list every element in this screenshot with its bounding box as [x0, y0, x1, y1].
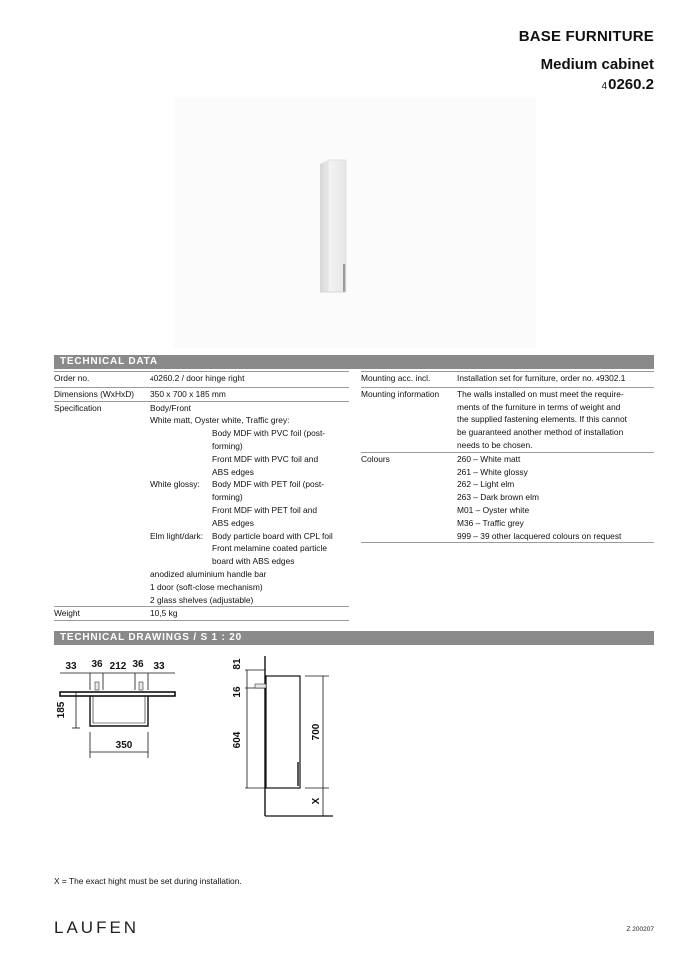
- product-code-prefix: 4: [601, 81, 608, 92]
- brand-logo: LAUFEN: [54, 918, 140, 937]
- colours-row: [361, 453, 654, 544]
- technical-data-right: [361, 371, 654, 543]
- mounting-info-line: needs to be chosen.: [457, 439, 533, 450]
- document-code: Z 200207: [626, 926, 654, 933]
- spec-group3-line: board with ABS edges: [212, 556, 295, 567]
- mounting-info-value: [457, 388, 654, 452]
- colours-label: Colours: [361, 453, 390, 464]
- footnote: X = The exact hight must be set during installation.: [54, 876, 242, 886]
- spec-group2: [150, 478, 349, 529]
- spec-group3-line: Body particle board with CPL foil: [212, 530, 333, 541]
- specification-label: Specification: [54, 402, 102, 413]
- side-view-drawing: [225, 648, 335, 820]
- top-view-drawing: [40, 648, 180, 764]
- order-prefix: 4: [150, 376, 154, 383]
- mounting-row: [361, 371, 654, 388]
- dim-label-33-right: 33: [153, 661, 165, 672]
- spec-group1-line: Front MDF with PVC foil and: [212, 453, 319, 464]
- weight-label: Weight: [54, 608, 80, 619]
- mounting-number: 9302.1: [599, 373, 626, 383]
- spec-group3-label: Elm light/dark:: [150, 530, 204, 541]
- specification-value: [150, 402, 349, 607]
- mounting-value-text: Installation set for furniture, order no.: [457, 373, 597, 383]
- colour-item: 262 – Light elm: [457, 479, 515, 490]
- dim-label-212: 212: [109, 661, 127, 672]
- colours-value: [457, 453, 654, 543]
- technical-data-left: [54, 371, 349, 621]
- specification-row: [54, 402, 349, 608]
- dim-label-x: X: [311, 797, 322, 805]
- dim-label-36-left: 36: [91, 659, 103, 670]
- cabinet-photo-illustration: [174, 98, 536, 348]
- mounting-info-label: Mounting information: [361, 388, 440, 399]
- spec-tail-line: 2 glass shelves (adjustable): [150, 594, 254, 605]
- dimensions-value: 350 x 700 x 185 mm: [150, 388, 226, 399]
- order-number: 0260.2 / door hinge right: [153, 373, 245, 383]
- dim-label-81: 81: [232, 658, 243, 670]
- dim-label-16: 16: [232, 686, 243, 698]
- spec-group2-line: Body MDF with PET foil (post-: [212, 479, 325, 490]
- product-code-number: 0260.2: [608, 76, 654, 93]
- order-value: [150, 372, 349, 387]
- order-row: [54, 371, 349, 388]
- colour-item: M01 – Oyster white: [457, 504, 530, 515]
- dimensions-row: [54, 388, 349, 402]
- spec-group2-line: ABS edges: [212, 517, 254, 528]
- dimensions-label: Dimensions (WxHxD): [54, 388, 135, 399]
- product-code: [602, 76, 654, 93]
- technical-data-header: TECHNICAL DATA: [54, 355, 654, 369]
- mounting-info-line: be guaranteed another method of installation: [457, 427, 624, 438]
- spec-group1-line: ABS edges: [212, 466, 254, 477]
- mounting-info-line: the supplied fastening elements. If this cannot: [457, 414, 627, 425]
- colour-item: M36 – Traffic grey: [457, 517, 524, 528]
- dim-label-604: 604: [232, 731, 243, 749]
- technical-drawings-header: TECHNICAL DRAWINGS / S 1 : 20: [54, 631, 654, 645]
- weight-row: [54, 607, 349, 621]
- spec-tail-line: anodized aluminium handle bar: [150, 568, 267, 579]
- colour-item: 260 – White matt: [457, 453, 521, 464]
- spec-group2-line: Front MDF with PET foil and: [212, 504, 318, 515]
- mounting-label: Mounting acc. incl.: [361, 373, 431, 383]
- mounting-info-row: [361, 388, 654, 453]
- spec-group1-line: Body MDF with PVC foil (post-: [212, 428, 326, 439]
- mounting-info-line: ments of the furniture in terms of weight and: [457, 401, 621, 412]
- colour-item: 261 – White glossy: [457, 466, 528, 477]
- dim-label-700: 700: [311, 723, 322, 741]
- mounting-prefix: 4: [596, 376, 600, 383]
- document-category: BASE FURNITURE: [518, 28, 654, 45]
- spec-group3-line: Front melamine coated particle: [212, 543, 327, 554]
- dim-label-33-left: 33: [65, 661, 77, 672]
- spec-group1-line: forming): [212, 440, 243, 451]
- spec-group2-line: forming): [212, 492, 243, 503]
- dim-label-36-right: 36: [132, 659, 144, 670]
- product-title: Medium cabinet: [540, 56, 654, 73]
- spec-group2-label: White glossy:: [150, 479, 200, 490]
- colour-item: 263 – Dark brown elm: [457, 492, 539, 503]
- spec-tail-line: 1 door (soft-close mechanism): [150, 581, 263, 592]
- dim-label-185: 185: [56, 701, 67, 719]
- spec-line: Body/Front: [150, 402, 191, 413]
- spec-group3: [150, 530, 349, 568]
- spec-line: White matt, Oyster white, Traffic grey:: [150, 415, 290, 426]
- colour-item: 999 – 39 other lacquered colours on request: [457, 530, 622, 541]
- product-photo: [174, 98, 536, 348]
- weight-value: 10,5 kg: [150, 608, 178, 619]
- mounting-info-line: The walls installed on must meet the require-: [457, 388, 624, 399]
- mounting-value: [457, 372, 654, 387]
- dim-label-350: 350: [115, 740, 133, 751]
- order-label: Order no.: [54, 373, 90, 383]
